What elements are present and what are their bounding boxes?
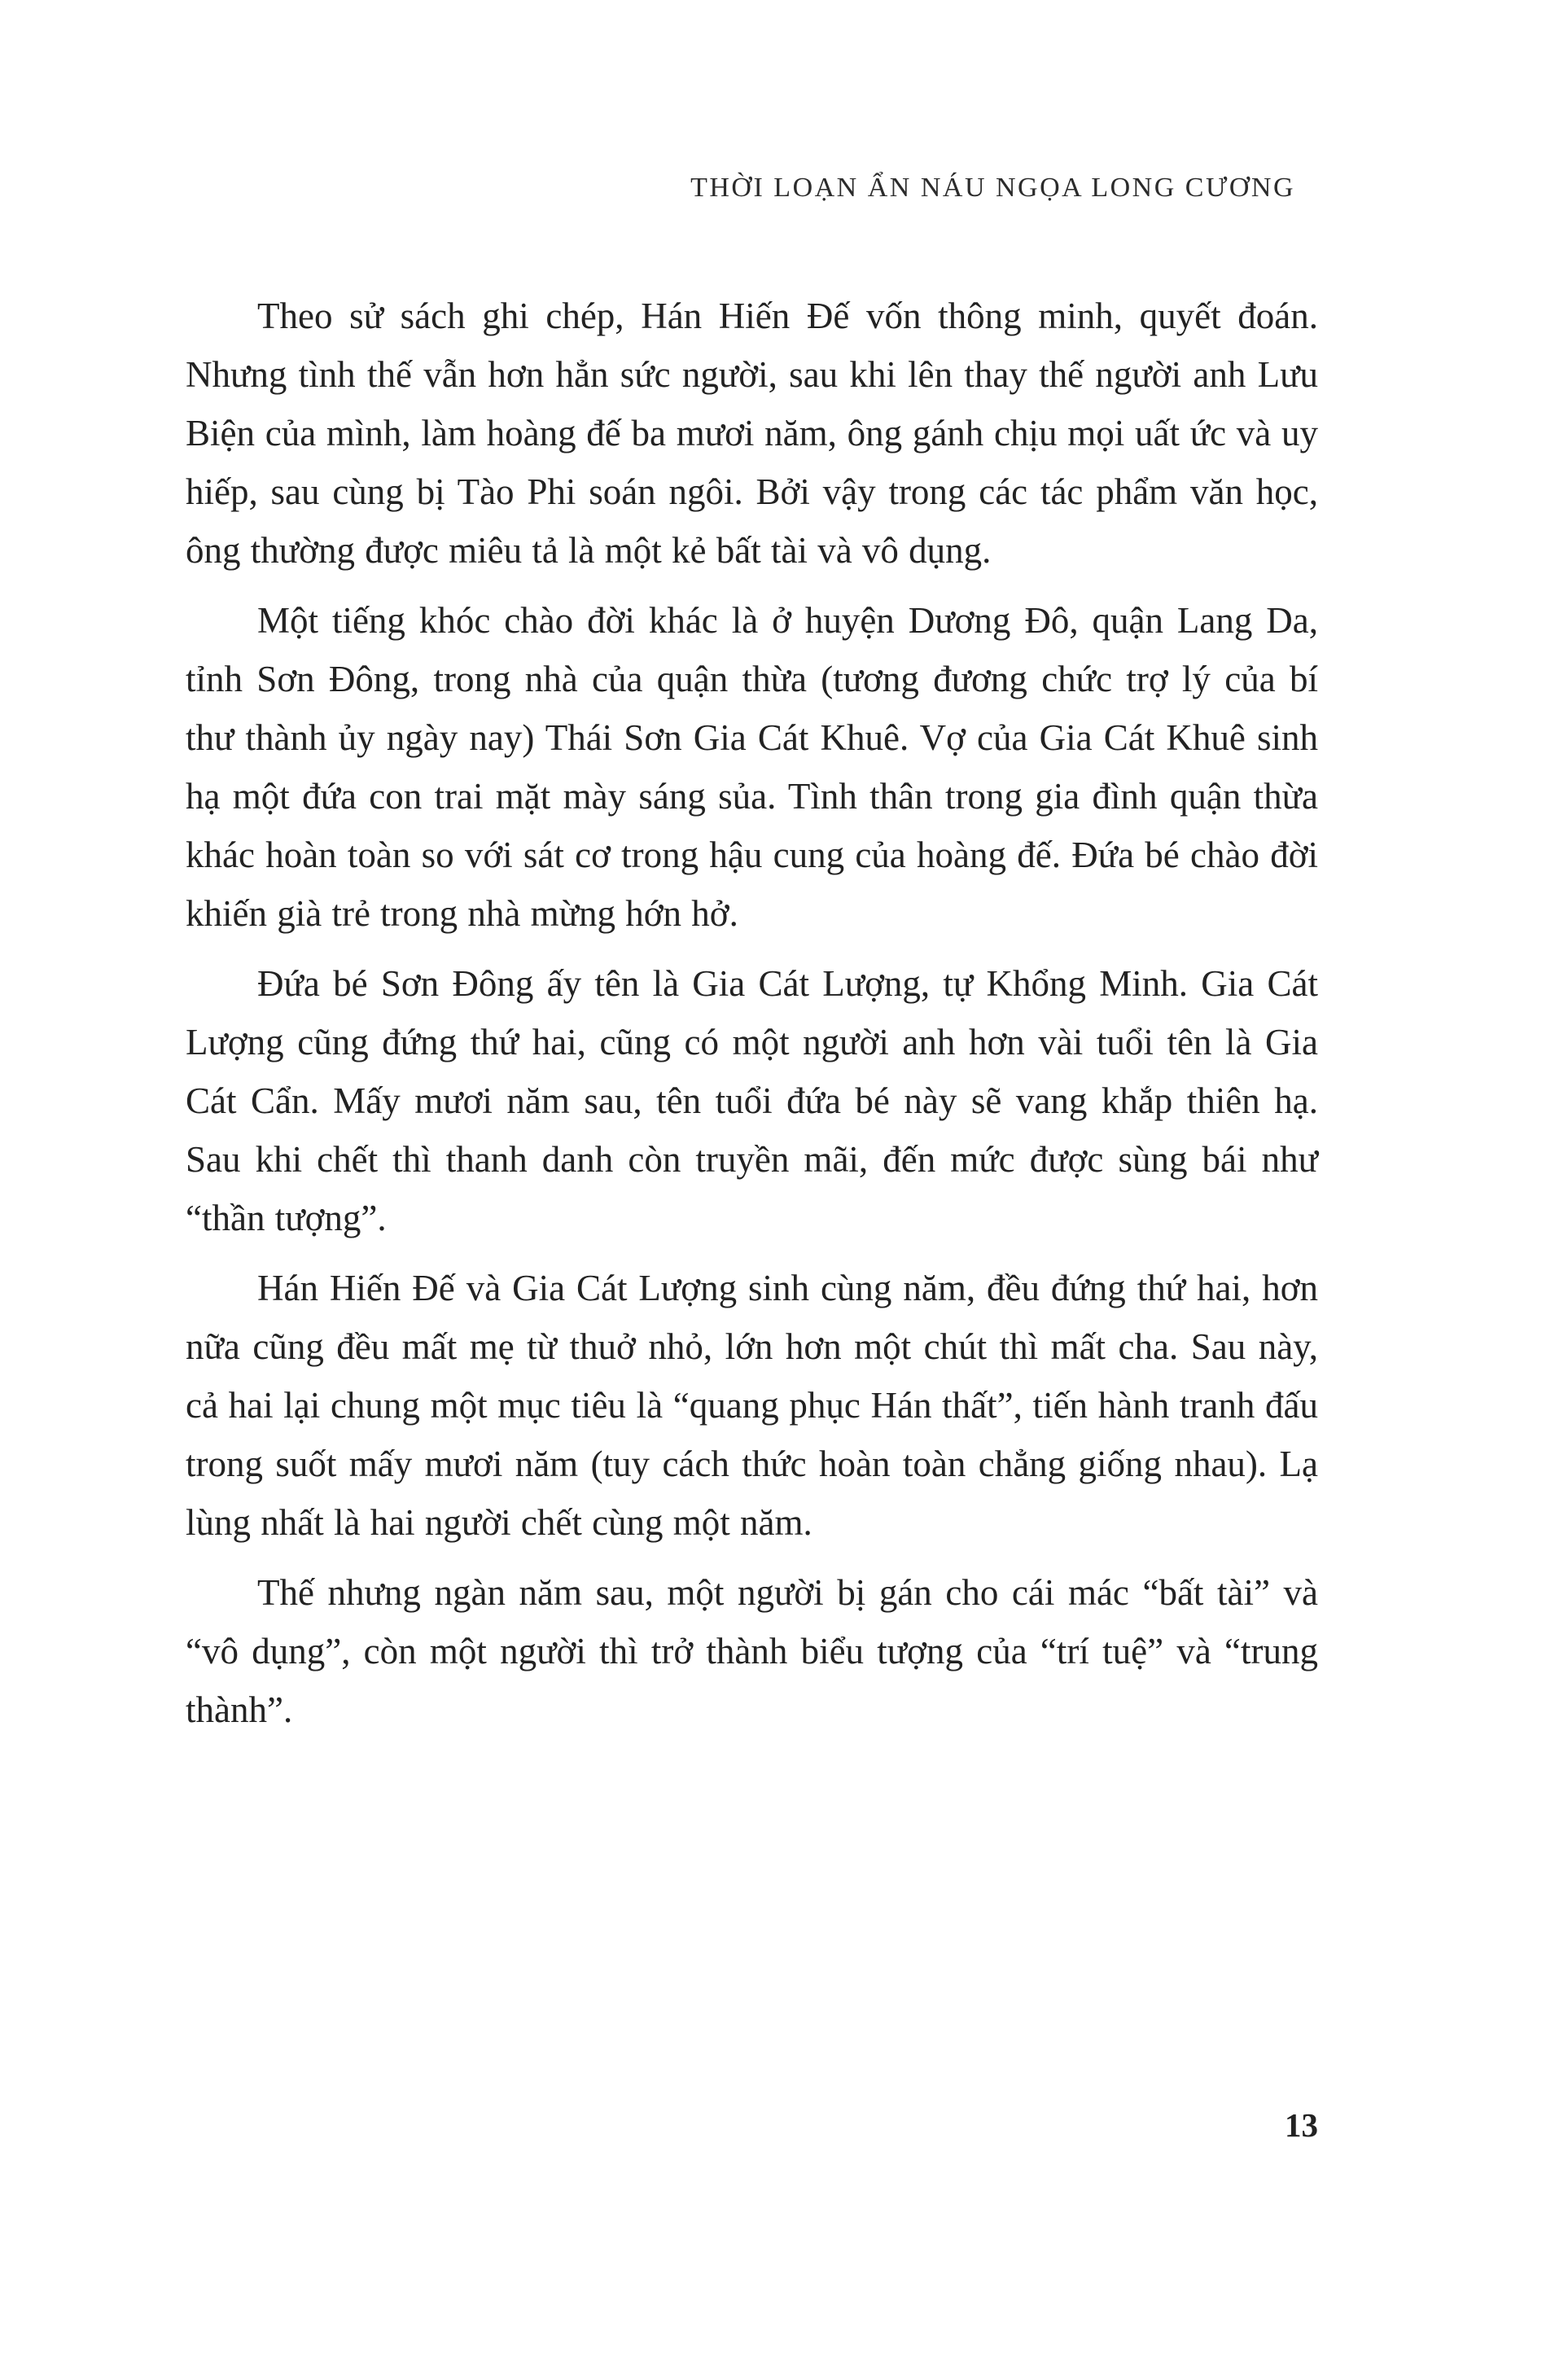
body-text <box>186 287 1318 1750</box>
running-head: THỜI LOẠN ẨN NÁU NGỌA LONG CƯƠNG <box>690 173 1295 203</box>
page-number: 13 <box>1285 2106 1318 2144</box>
paragraph: Một tiếng khóc chào đời khác là ở huyện Dương Đô, quận Lang Da, tỉnh Sơn Đông, trong nhà của quận thừa (tương đương chức trợ lý của bí thư thành ủy ngày nay) Thái Sơn Gia Cát Khuê. Vợ của Gia Cát Khuê sinh hạ một đứa con trai mặt mày sáng sủa. Tình thân trong gia đình quận thừa khác hoàn toàn so với sát cơ trong hậu cung của hoàng đế. Đứa bé chào đời khiến già trẻ trong nhà mừng hớn hở. <box>186 600 1318 934</box>
paragraph: Hán Hiến Đế và Gia Cát Lượng sinh cùng năm, đều đứng thứ hai, hơn nữa cũng đều mất mẹ từ thuở nhỏ, lớn hơn một chút thì mất cha. Sau này, cả hai lại chung một mục tiêu là “quang phục Hán thất”, tiến hành tranh đấu trong suốt mấy mươi năm (tuy cách thức hoàn toàn chẳng giống nhau). Lạ lùng nhất là hai người chết cùng một năm. <box>186 1268 1318 1543</box>
paragraph: Theo sử sách ghi chép, Hán Hiến Đế vốn thông minh, quyết đoán. Nhưng tình thế vẫn hơn hẳn sức người, sau khi lên thay thế người anh Lưu Biện của mình, làm hoàng đế ba mươi năm, ông gánh chịu mọi uất ức và uy hiếp, sau cùng bị Tào Phi soán ngôi. Bởi vậy trong các tác phẩm văn học, ông thường được miêu tả là một kẻ bất tài và vô dụng. <box>186 296 1318 571</box>
paragraph: Thế nhưng ngàn năm sau, một người bị gán cho cái mác “bất tài” và “vô dụng”, còn một người thì trở thành biểu tượng của “trí tuệ” và “trung thành”. <box>186 1572 1318 1730</box>
paragraph: Đứa bé Sơn Đông ấy tên là Gia Cát Lượng, tự Khổng Minh. Gia Cát Lượng cũng đứng thứ hai, cũng có một người anh hơn vài tuổi tên là Gia Cát Cẩn. Mấy mươi năm sau, tên tuổi đứa bé này sẽ vang khắp thiên hạ. Sau khi chết thì thanh danh còn truyền mãi, đến mức được sùng bái như “thần tượng”. <box>186 963 1318 1238</box>
